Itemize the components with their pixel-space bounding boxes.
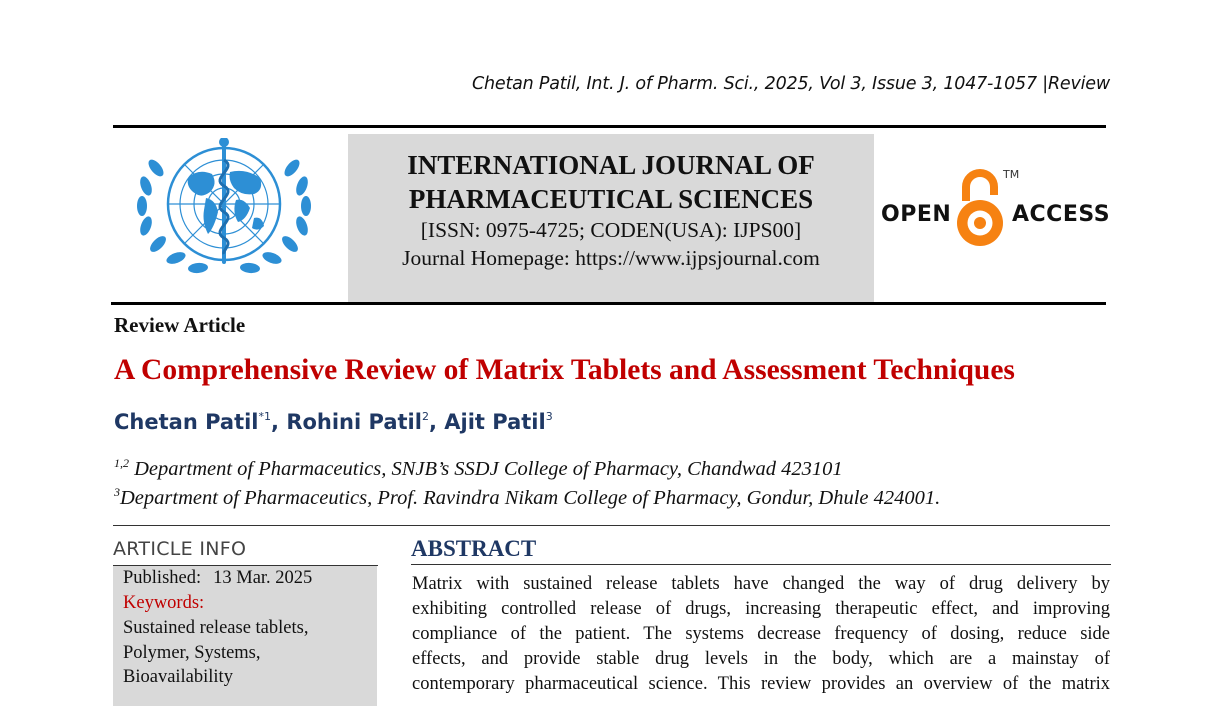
article-type: Review Article	[114, 313, 246, 337]
author-separator: ,	[428, 410, 445, 434]
abstract-line: Matrix with sustained release tablets have changed the way of drug delivery by	[412, 574, 1110, 594]
author-list	[114, 410, 553, 434]
open-access-access-text: ACCESS	[1012, 202, 1111, 227]
keywords-label: Keywords:	[123, 593, 205, 613]
article-info-box	[113, 566, 377, 706]
author-separator: ,	[271, 410, 287, 434]
article-info-heading: ARTICLE INFO	[113, 538, 247, 560]
published-line	[123, 568, 312, 589]
keyword-line: Sustained release tablets,	[123, 618, 309, 638]
affiliation	[114, 485, 940, 510]
journal-homepage[interactable]: Journal Homepage: https://www.ijpsjournal.com	[402, 246, 820, 270]
abstract-body	[412, 572, 1110, 697]
author-affiliation-mark: 3	[545, 410, 553, 423]
abstract-heading: ABSTRACT	[411, 536, 537, 561]
section-divider	[113, 525, 1110, 526]
published-date: 13 Mar. 2025	[213, 568, 313, 588]
keyword-line: Bioavailability	[123, 667, 233, 687]
masthead-rule	[111, 302, 1106, 305]
affiliation-mark: 3	[114, 485, 120, 499]
open-access-open-text: OPEN	[881, 202, 952, 227]
affiliation-mark: 1,2	[114, 456, 129, 470]
running-header: Chetan Patil, Int. J. of Pharm. Sci., 2025, Vol 3, Issue 3, 1047-1057 |Review	[471, 74, 1110, 94]
abstract-line: effects, and provide stable drug levels in the body, which are a mainstay of	[412, 649, 1110, 669]
author-name[interactable]: Ajit Patil	[444, 410, 546, 434]
author-affiliation-mark: 2	[421, 410, 429, 423]
trademark-mark: TM	[1003, 168, 1020, 181]
open-access-badge	[880, 165, 1111, 253]
abstract-line: contemporary pharmaceutical science. This review provides an overview of the matrix	[412, 674, 1110, 694]
journal-title-line-2: PHARMACEUTICAL SCIENCES	[408, 184, 814, 214]
open-access-lock-icon	[952, 165, 1008, 256]
keyword-line: Polymer, Systems,	[123, 643, 261, 663]
abstract-line: compliance of the patient. The systems decrease frequency of dosing, reduce side	[412, 624, 1110, 644]
journal-issn: [ISSN: 0975-4725; CODEN(USA): IJPS00]	[420, 218, 802, 242]
affiliation-text: Department of Pharmaceutics, SNJB’s SSDJ College of Pharmacy, Chandwad 423101	[129, 458, 843, 480]
affiliation	[114, 456, 843, 481]
who-emblem-icon	[126, 138, 322, 284]
published-label: Published:	[123, 568, 202, 588]
journal-title-line-1: INTERNATIONAL JOURNAL OF	[407, 150, 815, 180]
author-name[interactable]: Chetan Patil	[114, 410, 259, 434]
abstract-line: exhibiting controlled release of drugs, increasing therapeutic effect, and improving	[412, 599, 1110, 619]
abstract-rule	[411, 564, 1111, 565]
header-rule	[113, 125, 1106, 128]
author-name[interactable]: Rohini Patil	[286, 410, 422, 434]
author-affiliation-mark: *1	[258, 410, 272, 423]
affiliation-text: Department of Pharmaceutics, Prof. Ravindra Nikam College of Pharmacy, Gondur, Dhule 424001.	[120, 487, 941, 509]
article-title: A Comprehensive Review of Matrix Tablets and Assessment Techniques	[114, 354, 1015, 386]
journal-masthead	[348, 134, 874, 302]
